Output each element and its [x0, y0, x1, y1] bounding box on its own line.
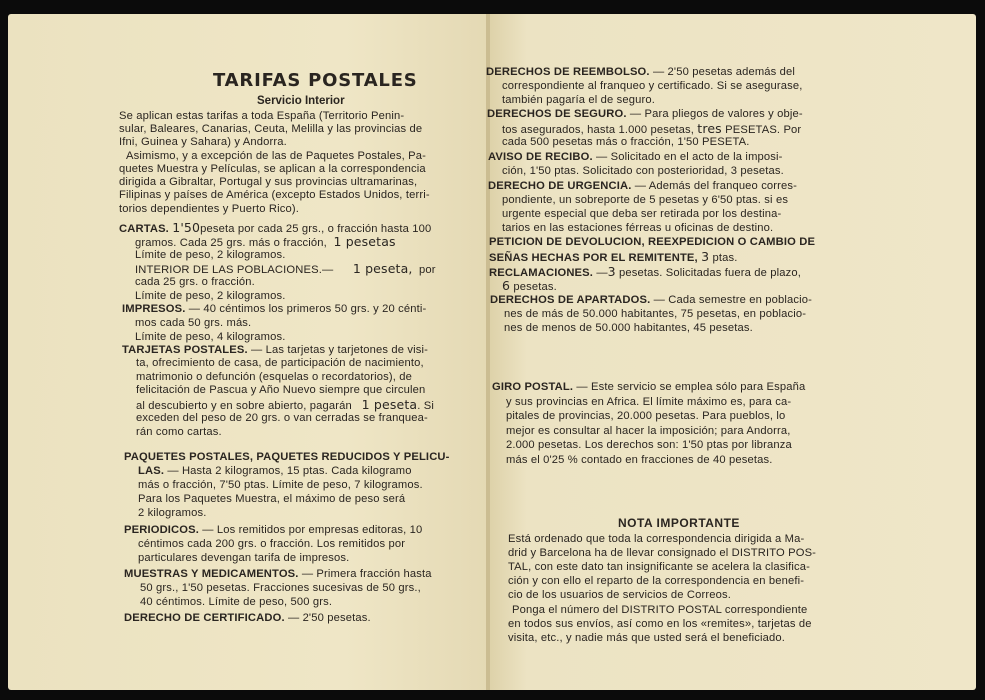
text-line: pitales de provincias, 20.000 pesetas. Para pueblos, lo — [506, 410, 786, 422]
section-label: PAQUETES POSTALES, PAQUETES REDUCIDOS Y PELICU- — [124, 451, 450, 463]
text-line: mos cada 50 grs. más. — [135, 317, 252, 329]
text-line: Límite de peso, 4 kilogramos. — [135, 331, 286, 343]
section-label: SEÑAS HECHAS POR EL REMITENTE, — [489, 252, 698, 264]
text-line: tarios en las estaciones férreas u oficinas de destino. — [502, 222, 774, 234]
text-line: correspondiente al franqueo y certificado. Si se asegurase, — [502, 80, 803, 92]
text-line: — 2'50 pesetas además del — [652, 66, 796, 78]
page-title: TARIFAS POSTALES — [213, 70, 418, 91]
handwritten-value: 3 — [607, 264, 616, 279]
text-line: INTERIOR DE LAS POBLACIONES.— — [135, 264, 334, 276]
intro-line: Ifni, Guinea y Sahara) y Andorra. — [119, 136, 287, 148]
section-label: PETICION DE DEVOLUCION, REEXPEDICION O CAMBIO DE — [489, 236, 816, 248]
section-label: TARJETAS POSTALES. — [122, 344, 248, 356]
text-line: matrimonio o defunción (esquelas o recordatorios), de — [136, 371, 412, 383]
intro-line: sular, Baleares, Canarias, Ceuta, Melilla y las provincias de — [119, 123, 423, 135]
intro-line: dirigida a Gibraltar, Portugal y sus provincias ultramarinas, — [119, 176, 418, 188]
text-fragment: . Si — [417, 400, 434, 412]
text-line: nes de menos de 50.000 habitantes, 45 pesetas. — [504, 322, 753, 334]
intro-line: Filipinas y países de América (excepto Estados Unidos, terri- — [119, 189, 430, 201]
section-label: DERECHOS DE SEGURO. — [487, 108, 627, 120]
text-line: — 2'50 pesetas. — [287, 612, 371, 624]
section-label: CARTAS. — [119, 223, 169, 235]
text-line: — Además del franqueo corres- — [634, 180, 798, 192]
text-line: ción, 1'50 ptas. Solicitado con posterioridad, 3 pesetas. — [502, 165, 784, 177]
text-line: 2.000 pesetas. Los derechos son: 1'50 ptas por libranza — [506, 439, 792, 451]
section-label: GIRO POSTAL. — [492, 381, 574, 393]
section-label: MUESTRAS Y MEDICAMENTOS. — [124, 568, 299, 580]
handwritten-value: tres — [697, 121, 722, 136]
text-line: cada 500 pesetas más o fracción, 1'50 PESETA. — [502, 136, 750, 148]
nota-line: visita, etc., y nadie más que usted será el beneficiado. — [508, 632, 786, 644]
text-fragment: PESETAS. Por — [725, 124, 802, 136]
text-line: cada 25 grs. o fracción. — [135, 276, 255, 288]
text-line: — Para pliegos de valores y obje- — [629, 108, 803, 120]
text-line: particulares devengan tarifa de impresos. — [138, 552, 350, 564]
text-line: — Hasta 2 kilogramos, 15 ptas. Cada kilogramo — [167, 465, 412, 477]
section-label: AVISO DE RECIBO. — [488, 151, 593, 163]
text-line: urgente especial que deba ser retirada por los destina- — [502, 208, 782, 220]
text-line: pesetas. Solicitadas fuera de plazo, — [619, 267, 802, 279]
text-line: también pagaría el de seguro. — [502, 94, 655, 106]
text-line: pondiente, un sobreporte de 5 pesetas y 6'50 ptas. si es — [502, 194, 789, 206]
text-line: — Primera fracción hasta — [301, 568, 432, 580]
text-line: rán como cartas. — [136, 426, 222, 438]
section-label: PERIODICOS. — [124, 524, 200, 536]
handwritten-value: 3 — [701, 249, 710, 264]
nota-line: en todos sus envíos, así como en los «remites», tarjetas de — [508, 618, 812, 630]
section-label: DERECHOS DE REEMBOLSO. — [486, 66, 650, 78]
intro-line: Asimismo, y a excepción de las de Paquetes Postales, Pa- — [126, 150, 427, 162]
handwritten-value: 1 peseta, — [352, 261, 413, 276]
text-line: — 40 céntimos los primeros 50 grs. y 20 cénti- — [188, 303, 427, 315]
text-line: gramos. Cada 25 grs. más o fracción, — [135, 237, 327, 249]
text-line: tos asegurados, hasta 1.000 pesetas, — [502, 124, 694, 136]
section-label: DERECHO DE CERTIFICADO. — [124, 612, 285, 624]
text-line: — Solicitado en el acto de la imposi- — [596, 151, 783, 163]
nota-line: cio de los usuarios de servicios de Correos. — [508, 589, 731, 601]
text-fragment: ptas. — [712, 252, 738, 264]
text-line: céntimos cada 200 grs. o fracción. Los remitidos por — [138, 538, 406, 550]
nota-line: drid y Barcelona ha de llevar consignado el DISTRITO POS- — [508, 547, 817, 559]
text-line: — Este servicio se emplea sólo para España — [576, 381, 806, 393]
nota-line: Ponga el número del DISTRITO POSTAL correspondiente — [512, 604, 808, 616]
text-line: — Los remitidos por empresas editoras, 10 — [202, 524, 423, 536]
text-line: 40 céntimos. Límite de peso, 500 grs. — [140, 596, 333, 608]
text-line: 2 kilogramos. — [138, 507, 207, 519]
handwritten-value: 1 pesetas — [333, 234, 396, 249]
text-line: nes de más de 50.000 habitantes, 75 pesetas, en poblacio- — [504, 308, 807, 320]
text-line: peseta por cada 25 grs., o fracción hasta 100 — [200, 223, 432, 235]
text-line: al descubierto y en sobre abierto, pagarán — [136, 400, 352, 412]
section-label: DERECHO DE URGENCIA. — [488, 180, 632, 192]
section-label: RECLAMACIONES. — [489, 267, 594, 279]
section-label: IMPRESOS. — [122, 303, 186, 315]
handwritten-value: 6 — [502, 278, 511, 293]
intro-line: Se aplican estas tarifas a toda España (Territorio Penin- — [119, 110, 405, 122]
nota-line: ción y con ello el reparto de la correspondencia en benefi- — [508, 575, 805, 587]
text-line: ta, ofrecimiento de casa, de participación de nacimiento, — [136, 357, 424, 369]
nota-title: NOTA IMPORTANTE — [618, 516, 740, 530]
text-line: Límite de peso, 2 kilogramos. — [135, 249, 286, 261]
intro-line: quetes Muestra y Películas, se aplican a la correspondencia — [119, 163, 426, 175]
text-line: — Las tarjetas y tarjetones de visi- — [251, 344, 429, 356]
text-line: felicitación de Pascua y Año Nuevo siempre que circulen — [136, 384, 426, 396]
intro-line: torios dependientes y Puerto Rico). — [119, 203, 299, 215]
text-line: más o fracción, 7'50 ptas. Límite de peso, 7 kilogramos. — [138, 479, 423, 491]
text-line: pesetas. — [513, 281, 557, 293]
text-line: y sus provincias en Africa. El límite máximo es, para ca- — [506, 396, 792, 408]
text-line: exceden del peso de 20 grs. o van cerradas se franquea- — [136, 412, 428, 424]
text-fragment: — — [596, 267, 608, 279]
text-line: — Cada semestre en poblacio- — [653, 294, 813, 306]
handwritten-value: 1'50 — [172, 220, 201, 235]
page-subtitle: Servicio Interior — [257, 95, 345, 107]
nota-line: Está ordenado que toda la correspondencia dirigida a Ma- — [508, 533, 805, 545]
text-line: 50 grs., 1'50 pesetas. Fracciones sucesivas de 50 grs., — [140, 582, 421, 594]
section-label: LAS. — [138, 465, 165, 477]
text-line: mejor es consultar al hacer la imposición; para Andorra, — [506, 425, 791, 437]
nota-line: TAL, con este dato tan insignificante se acelera la clasifica- — [508, 561, 810, 573]
section-label: DERECHOS DE APARTADOS. — [490, 294, 651, 306]
text-fragment: por — [419, 264, 436, 276]
text-line: Límite de peso, 2 kilogramos. — [135, 290, 286, 302]
handwritten-value: 1 peseta — [361, 397, 418, 412]
text-line: más el 0'25 % contado en fracciones de 40 pesetas. — [506, 454, 773, 466]
text-line: Para los Paquetes Muestra, el máximo de peso será — [138, 493, 406, 505]
